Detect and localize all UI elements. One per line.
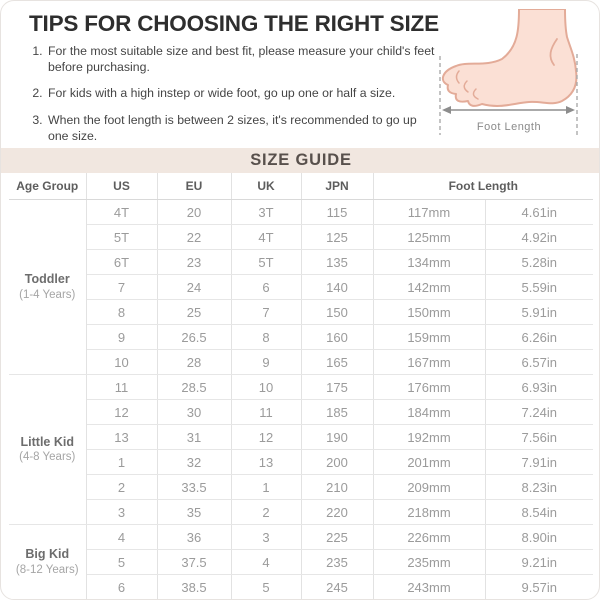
col-foot-length: Foot Length [373,173,593,200]
size-cell: 192mm [373,425,485,450]
size-cell: 38.5 [157,575,231,600]
tip-text-1: For the most suitable size and best fit, please measure your child's feet before purchasing. [48,44,435,75]
size-cell: 2 [86,475,157,500]
size-cell: 9 [86,325,157,350]
size-cell: 37.5 [157,550,231,575]
size-cell: 24 [157,275,231,300]
col-us: US [86,173,157,200]
size-cell: 220 [301,500,373,525]
size-cell: 32 [157,450,231,475]
size-cell: 2 [231,500,301,525]
table-row [9,200,593,225]
age-group-cell [9,525,86,600]
size-cell: 6.26in [485,325,593,350]
size-cell: 235mm [373,550,485,575]
size-cell: 8 [86,300,157,325]
foot-illustration-icon [426,9,596,145]
size-cell: 11 [231,400,301,425]
size-cell: 31 [157,425,231,450]
size-cell: 140 [301,275,373,300]
col-uk: UK [231,173,301,200]
size-cell: 33.5 [157,475,231,500]
table-row [9,250,593,275]
size-cell: 4.92in [485,225,593,250]
size-cell: 225 [301,525,373,550]
size-cell: 167mm [373,350,485,375]
table-row [9,575,593,600]
size-cell: 4 [86,525,157,550]
size-cell: 4 [231,550,301,575]
size-cell: 4T [231,225,301,250]
size-cell: 7 [86,275,157,300]
tip-text-3: When the foot length is between 2 sizes, it's recommended to go up one size. [48,112,417,143]
size-cell: 4T [86,200,157,225]
table-body [9,200,593,600]
size-cell: 210 [301,475,373,500]
age-group-range: (4-8 Years) [19,451,76,464]
size-cell: 200 [301,450,373,475]
size-cell: 135 [301,250,373,275]
size-cell: 8 [231,325,301,350]
size-cell: 201mm [373,450,485,475]
size-cell: 3 [86,500,157,525]
tip-item-1 [46,43,438,75]
foot-diagram [426,9,596,145]
size-cell: 159mm [373,325,485,350]
foot-outline-icon [443,9,577,106]
size-cell: 9.57in [485,575,593,600]
size-cell: 8.23in [485,475,593,500]
size-cell: 6T [86,250,157,275]
size-table [9,173,593,600]
size-cell: 184mm [373,400,485,425]
size-cell: 3T [231,200,301,225]
tip-item-2 [46,85,438,101]
tips-list [29,43,438,154]
foot-length-label: Foot Length [476,121,542,133]
size-cell: 9.21in [485,550,593,575]
col-age-group: Age Group [9,173,86,200]
table-row [9,275,593,300]
table-row [9,550,593,575]
size-cell: 245 [301,575,373,600]
size-cell: 142mm [373,275,485,300]
size-cell: 3 [231,525,301,550]
size-cell: 12 [231,425,301,450]
size-cell: 243mm [373,575,485,600]
size-cell: 6.93in [485,375,593,400]
size-cell: 160 [301,325,373,350]
size-cell: 125 [301,225,373,250]
size-cell: 10 [86,350,157,375]
size-cell: 176mm [373,375,485,400]
table-row [9,350,593,375]
size-cell: 20 [157,200,231,225]
age-group-range: (8-12 Years) [15,563,79,576]
table-row [9,300,593,325]
size-cell: 7.91in [485,450,593,475]
size-cell: 6 [231,275,301,300]
size-cell: 5.28in [485,250,593,275]
tip-text-2: For kids with a high instep or wide foot, go up one or half a size. [48,86,396,101]
table-row [9,525,593,550]
col-jpn: JPN [301,173,373,200]
size-cell: 235 [301,550,373,575]
tip-item-3 [46,112,438,144]
size-cell: 22 [157,225,231,250]
table-row [9,475,593,500]
size-cell: 1 [86,450,157,475]
size-cell: 1 [231,475,301,500]
size-cell: 218mm [373,500,485,525]
table-row [9,225,593,250]
size-cell: 125mm [373,225,485,250]
size-cell: 7.56in [485,425,593,450]
table-header [9,173,593,200]
size-cell: 175 [301,375,373,400]
size-cell: 28 [157,350,231,375]
size-cell: 7.24in [485,400,593,425]
age-group-range: (1-4 Years) [19,288,76,301]
size-guide-banner: SIZE GUIDE [1,148,600,173]
size-cell: 5 [231,575,301,600]
size-cell: 10 [231,375,301,400]
age-group-name: Little Kid [20,434,74,449]
size-cell: 7 [231,300,301,325]
size-cell: 13 [231,450,301,475]
age-group-cell [9,200,86,375]
size-cell: 190 [301,425,373,450]
size-cell: 36 [157,525,231,550]
table-row [9,450,593,475]
size-cell: 8.54in [485,500,593,525]
size-cell: 117mm [373,200,485,225]
age-group-name: Toddler [24,272,70,286]
size-cell: 4.61in [485,200,593,225]
size-cell: 30 [157,400,231,425]
size-cell: 23 [157,250,231,275]
table-row [9,500,593,525]
size-cell: 35 [157,500,231,525]
table-row [9,325,593,350]
age-group-name: Big Kid [25,547,70,561]
size-cell: 165 [301,350,373,375]
size-cell: 209mm [373,475,485,500]
size-cell: 6 [86,575,157,600]
size-cell: 8.90in [485,525,593,550]
size-cell: 226mm [373,525,485,550]
size-cell: 12 [86,400,157,425]
size-cell: 5T [86,225,157,250]
size-cell: 5T [231,250,301,275]
size-cell: 25 [157,300,231,325]
size-cell: 5.59in [485,275,593,300]
size-cell: 9 [231,350,301,375]
header-row [9,173,593,200]
table-row [9,375,593,400]
size-cell: 28.5 [157,375,231,400]
size-cell: 150 [301,300,373,325]
table-row [9,400,593,425]
measure-arrow [442,106,575,114]
size-cell: 185 [301,400,373,425]
size-cell: 134mm [373,250,485,275]
tips-section [1,1,600,148]
size-cell: 26.5 [157,325,231,350]
size-cell: 5 [86,550,157,575]
size-cell: 6.57in [485,350,593,375]
col-eu: EU [157,173,231,200]
size-cell: 11 [86,375,157,400]
size-cell: 115 [301,200,373,225]
size-cell: 5.91in [485,300,593,325]
age-group-cell [9,375,86,525]
size-cell: 13 [86,425,157,450]
size-cell: 150mm [373,300,485,325]
page-title: TIPS FOR CHOOSING THE RIGHT SIZE [29,11,439,36]
table-row [9,425,593,450]
